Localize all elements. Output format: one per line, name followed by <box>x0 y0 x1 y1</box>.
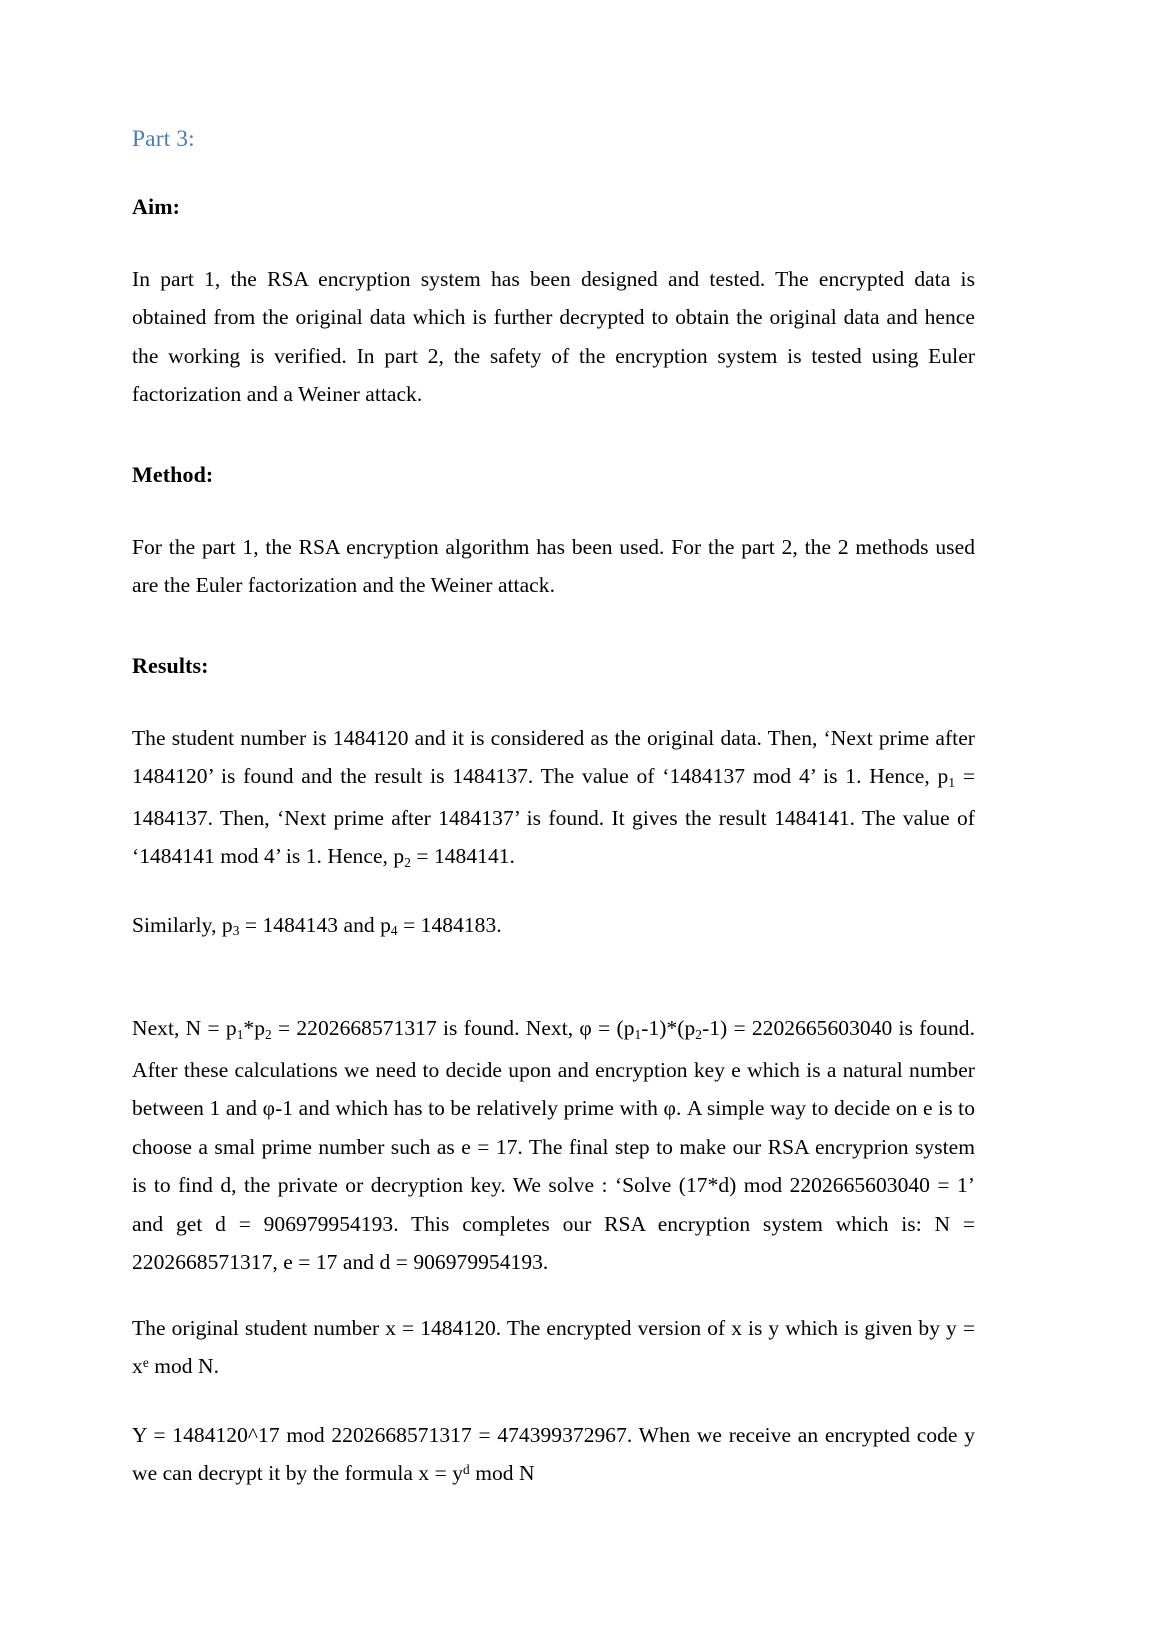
subscript-phi-p2: 2 <box>695 1026 702 1042</box>
paragraph-aim: In part 1, the RSA encryption system has been designed and tested. The encrypted data is obtained from the original data which is further decrypted to obtain the original data and hence the working is verified. In part 2, the safety of the encryption system is tested using Euler factorization and a Weiner attack. <box>132 266 975 406</box>
heading-results: Results: <box>132 652 209 678</box>
subscript-phi-p1: 1 <box>634 1026 642 1042</box>
similarly-text-c: = 1484183. <box>397 912 502 937</box>
subscript-p4: 4 <box>390 923 398 939</box>
decryption-text-b: mod N <box>469 1461 535 1485</box>
similarly-text-b: = 1484143 and p <box>239 912 391 937</box>
page-title: Part 3: <box>132 126 195 152</box>
subscript-n-p2: 2 <box>265 1026 272 1042</box>
results-text-b: = 1484137. Then, ‘Next prime after 1484137’ is found. It gives the result 1484141. The value of ‘1484141 mod 4’ is 1. Hence, p <box>132 764 975 868</box>
paragraph-decryption-formula <box>132 1416 975 1496</box>
paragraph-results-keygen <box>132 1009 975 1282</box>
results-text-a: The student number is 1484120 and it is considered as the original data. Then, ‘Next prime after 1484120’ is found and the result is 1484137. The value of ‘1484137 mod 4’ is 1. Hence, p <box>132 725 975 788</box>
subscript-n-p1: 1 <box>236 1026 244 1042</box>
heading-aim: Aim: <box>132 193 181 219</box>
encryption-text-b: mod N. <box>148 1354 220 1378</box>
keygen-text-d: -1)*(p <box>641 1016 696 1040</box>
results-text-c: = 1484141. <box>410 844 515 868</box>
subscript-p2: 2 <box>404 854 411 870</box>
keygen-text-e: -1) = 2202665603040 is found. After these calculations we need to decide upon and encryption key e which is a natural number between 1 and φ-1 and which has to be relatively prime with φ. A simple way to decide on e is to choose a smal prime number such as e = 17. The final step to make our RSA encryprion system is to find d, the private or decryption key. We solve : ‘Solve (17*d) mod 2202665603040 = 1’ and get d = 906979954193. This completes our RSA encryption system which is: N = 2202668571317, e = 17 and d = 906979954193. <box>132 1016 976 1274</box>
document-body <box>132 128 975 1496</box>
superscript-e: e <box>142 1354 149 1370</box>
heading-method: Method: <box>132 461 214 487</box>
encryption-text-a: The original student number x = 1484120. The encrypted version of x is y which is given by y = x <box>132 1315 975 1378</box>
paragraph-encryption-formula <box>132 1309 975 1389</box>
decryption-text-a: Y = 1484120^17 mod 2202668571317 = 474399372967. When we receive an encrypted code y we can decrypt it by the formula x = y <box>132 1422 975 1485</box>
keygen-text-a: Next, N = p <box>132 1016 237 1040</box>
similarly-text-a: Similarly, p <box>132 912 233 937</box>
subscript-p3: 3 <box>232 923 240 939</box>
paragraph-results-similarly <box>132 906 975 948</box>
paragraph-method: For the part 1, the RSA encryption algorithm has been used. For the part 2, the 2 methods used are the Euler factorization and the Weiner attack. <box>132 534 975 597</box>
subscript-p1: 1 <box>948 774 956 790</box>
keygen-text-c: = 2202668571317 is found. Next, φ = (p <box>271 1016 635 1040</box>
paragraph-results-primes <box>132 719 975 879</box>
superscript-d: d <box>463 1461 470 1477</box>
keygen-text-b: *p <box>243 1016 266 1040</box>
